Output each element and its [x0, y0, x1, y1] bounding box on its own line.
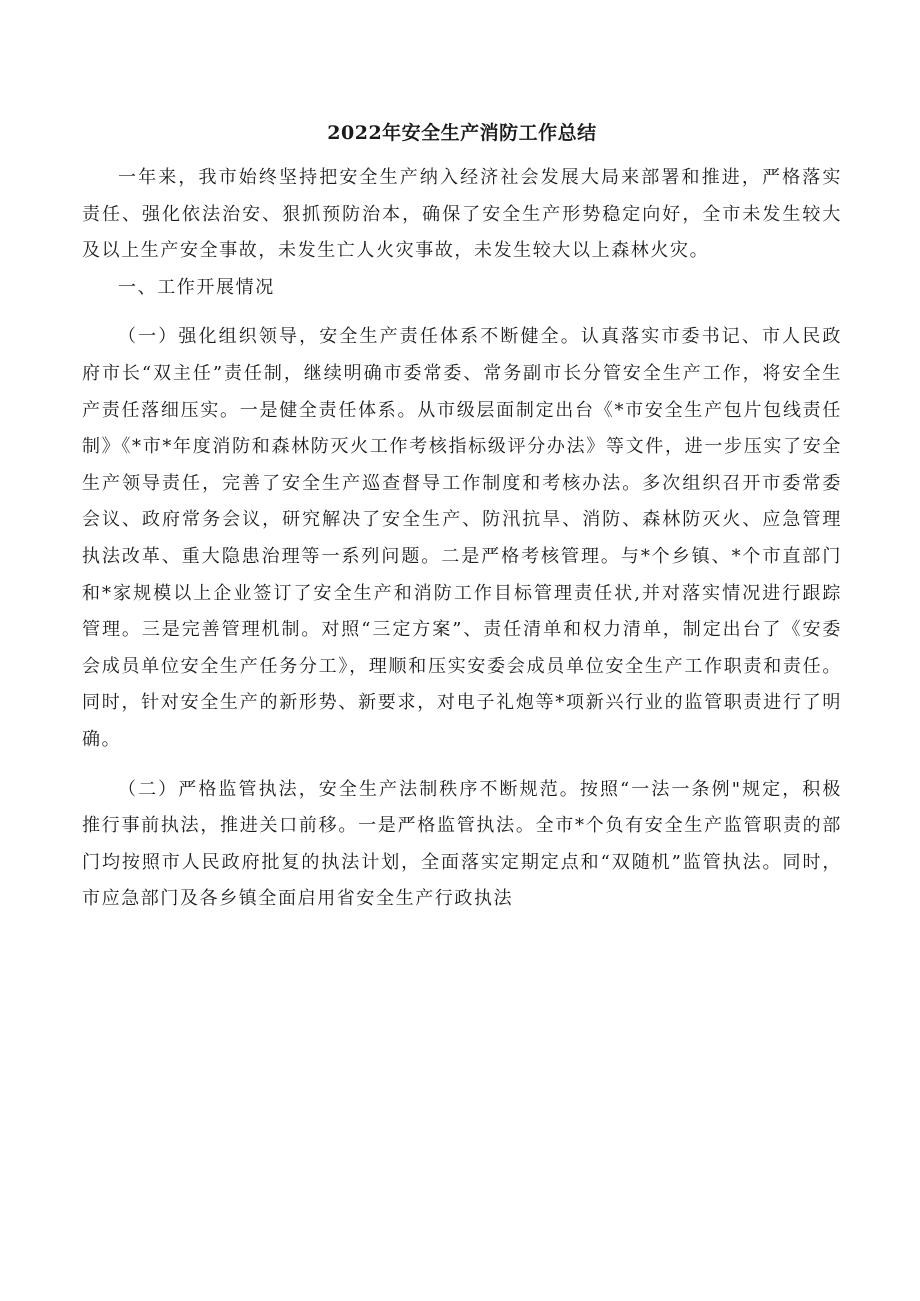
section-heading: 一、工作开展情况	[118, 276, 275, 298]
body-paragraph-1: （一）强化组织领导，安全生产责任体系不断健全。认真落实市委书记、市人民政府市长“双主任”责任制，继续明确市委常委、常务副市长分管安全生产工作，将安全生产责任落细压实。一是健全责任体系。从市级层面制定出台《*市安全生产包片包线责任制》《*市*年度消防和森林防灭火工作考核指标级评分办法》等文件，进一步压实了安全生产领导责任，完善了安全生产巡查督导工作制度和考核办法。多次组织召开市委常委会议、政府常务会议，研究解决了安全生产、防汛抗旱、消防、森林防灭火、应急管理执法改革、重大隐患治理等一系列问题。二是严格考核管理。与*个乡镇、*个市直部门和*家规模以上企业签订了安全生产和消防工作目标管理责任状,并对落实情况进行跟踪管理。三是完善管理机制。对照“三定方案”、责任清单和权力清单，制定出台了《安委会成员单位安全生产任务分工》，理顺和压实安委会成员单位安全生产工作职责和责任。同时，针对安全生产的新形势、新要求，对电子礼炮等*项新兴行业的监管职责进行了明确。	[82, 326, 842, 750]
document-page	[82, 118, 842, 918]
intro-paragraph: 一年来，我市始终坚持把安全生产纳入经济社会发展大局来部署和推进，严格落实责任、强化依法治安、狠抓预防治本，确保了安全生产形势稳定向好，全市未发生较大及以上生产安全事故，未发生亡人火灾事故，未发生较大以上森林火灾。	[82, 167, 842, 262]
document-title: 2022年安全生产消防工作总结	[327, 122, 597, 144]
body-paragraph-2: （二）严格监管执法，安全生产法制秩序不断规范。按照“一法一条例"规定，积极推行事前执法，推进关口前移。一是严格监管执法。全市*个负有安全生产监管职责的部门均按照市人民政府批复的执法计划，全面落实定期定点和“双随机”监管执法。同时，市应急部门及各乡镇全面启用省安全生产行政执法	[82, 778, 842, 910]
